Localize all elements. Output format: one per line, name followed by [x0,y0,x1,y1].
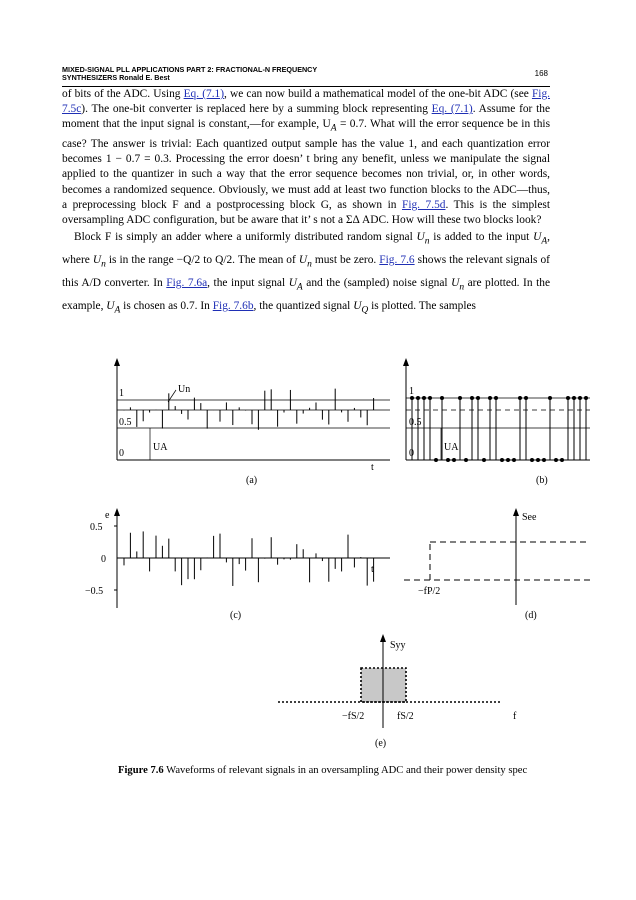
c-t-label: t [371,564,374,575]
quantized-sample-dot [422,396,426,400]
quantized-sample-dot [536,458,540,462]
link-fig-7-5c[interactable]: Fig. 7.5c [62,88,550,116]
panel-e [278,634,517,749]
b-panel-label: (b) [536,475,548,486]
quantized-sample-dot [446,458,450,462]
quantized-sample-dot [452,458,456,462]
a-y-label-05: 0.5 [119,417,132,428]
link-fig-7-5d[interactable]: Fig. 7.5d [401,198,446,211]
caption-text: Waveforms of relevant signals in an oversampling ADC and their power density spec [163,765,528,776]
caption-label: Figure 7.6 [118,765,164,776]
figure-caption [118,765,527,776]
quantized-sample-dot [506,458,510,462]
page-number: 168 [534,69,548,78]
link-fig-7-6b[interactable]: Fig. 7.6b [212,299,254,312]
quantized-sample-dot [500,458,504,462]
c-y-label-05: 0.5 [90,522,103,533]
c-panel-label: (c) [230,610,242,621]
link-eq-7-1-second[interactable]: Eq. (7.1) [431,103,473,116]
a-panel-label: (a) [246,475,258,486]
noise-samples-a [124,389,374,430]
quantized-sample-dot [566,396,570,400]
e-syy-label: Syy [390,640,406,651]
quantized-sample-dot [464,458,468,462]
quantized-sample-dot [458,396,462,400]
quantized-sample-dot [476,396,480,400]
a-y-label-1: 1 [119,388,124,399]
b-ua-label: UA [444,442,459,453]
quantized-sample-dot [470,396,474,400]
quantized-sample-dot [440,396,444,400]
quantized-sample-dot [554,458,558,462]
quantized-sample-dot [488,396,492,400]
d-see-label: See [522,512,537,523]
quantized-sample-dot [512,458,516,462]
a-t-label: t [371,462,374,473]
quantized-sample-dot [578,396,582,400]
c-y-label-m05: −0.5 [85,586,104,597]
quantized-sample-dot [530,458,534,462]
panel-a [114,358,390,486]
b-y-label-1: 1 [409,386,414,397]
c-e-label: e [105,510,110,521]
quantized-sample-dot [416,396,420,400]
d-panel-label: (d) [525,610,537,621]
quantized-sample-dot [584,396,588,400]
quantized-sample-dot [428,396,432,400]
quantized-sample-dot [542,458,546,462]
e-f-label: f [513,711,517,722]
header-title-line2: SYNTHESIZERS Ronald E. Best [62,73,170,83]
quantized-sample-dot [518,396,522,400]
quantized-sample-dot [548,396,552,400]
a-un-label: Un [178,384,191,395]
link-fig-7-6[interactable]: Fig. 7.6 [379,253,415,266]
link-eq-7-1[interactable]: Eq. (7.1) [183,88,225,100]
paragraph-1: of bits of the ADC. Using Eq. (7.1), we can now build a mathematical model of the one-bit ADC (see Fig. 7.5c). The one-bit converter is replaced here by a summing block representing Eq. (7.1). Assume for the moment that the input signal is constant,—for example, $U_A = 0.7$. What will the error sequence be in this case? The answer is trivial: Each quantized output sample has the value 1, and each quantization error becomes 1 − 0.7 = 0.3. Processing the error doesn’ t bring any benefit, unless we manipulate the signal applied to the quantizer in such a way that the error sequence becomes non trivial, or, in other words, becomes a randomized sequence. Obviously, we must add at least two function blocks to the ADC—thus, a preprocessing block F and a postprocessing block G, as shown in Fig. 7.5d. This is the simplest oversampling ADC configuration, but be aware that it’ s not a ΣΔ ADC. How will these two blocks look? [62,88,550,226]
paragraph-2: Block F is simply an adder where a uniformly distributed random signal $U_n$ is added to the input $U_A$, where $U_n$ is in the range −Q/2 to Q/2. The mean of $U_n$ must be zero. Fig. 7.6 shows the relevant signals of this A/D converter. In Fig. 7.6a, the input signal $U_A$ and the (sampled) noise signal $U_n$ are plotted. In the example, $U_A$ is chosen as 0.7. In Fig. 7.6b, the quantized signal $U_Q$ is plotted. The samples [62,231,550,316]
b-y-label-0: 0 [409,448,414,459]
c-y-label-0: 0 [101,554,106,565]
quantized-sample-dot [434,458,438,462]
header-title-line1: MIXED-SIGNAL PLL APPLICATIONS PART 2: FRACTIONAL-N FREQUENCY [62,65,318,74]
quantized-sample-dot [494,396,498,400]
quantized-sample-dot [524,396,528,400]
error-samples-c [124,531,374,586]
quantized-sample-dot [482,458,486,462]
quantized-samples-b [410,396,588,462]
a-ua-label: UA [153,442,168,453]
e-panel-label: (e) [375,738,387,749]
panel-b [403,358,590,486]
panel-d [404,508,590,621]
e-fsr-label: fS/2 [397,711,414,722]
quantized-sample-dot [572,396,576,400]
panel-c [85,508,390,621]
a-y-label-0: 0 [119,448,124,459]
link-fig-7-6a[interactable]: Fig. 7.6a [166,276,208,289]
quantized-sample-dot [560,458,564,462]
e-fsl-label: −fS/2 [342,711,365,722]
b-y-label-05: 0.5 [409,417,422,428]
d-fp-label: −fP/2 [418,586,441,597]
